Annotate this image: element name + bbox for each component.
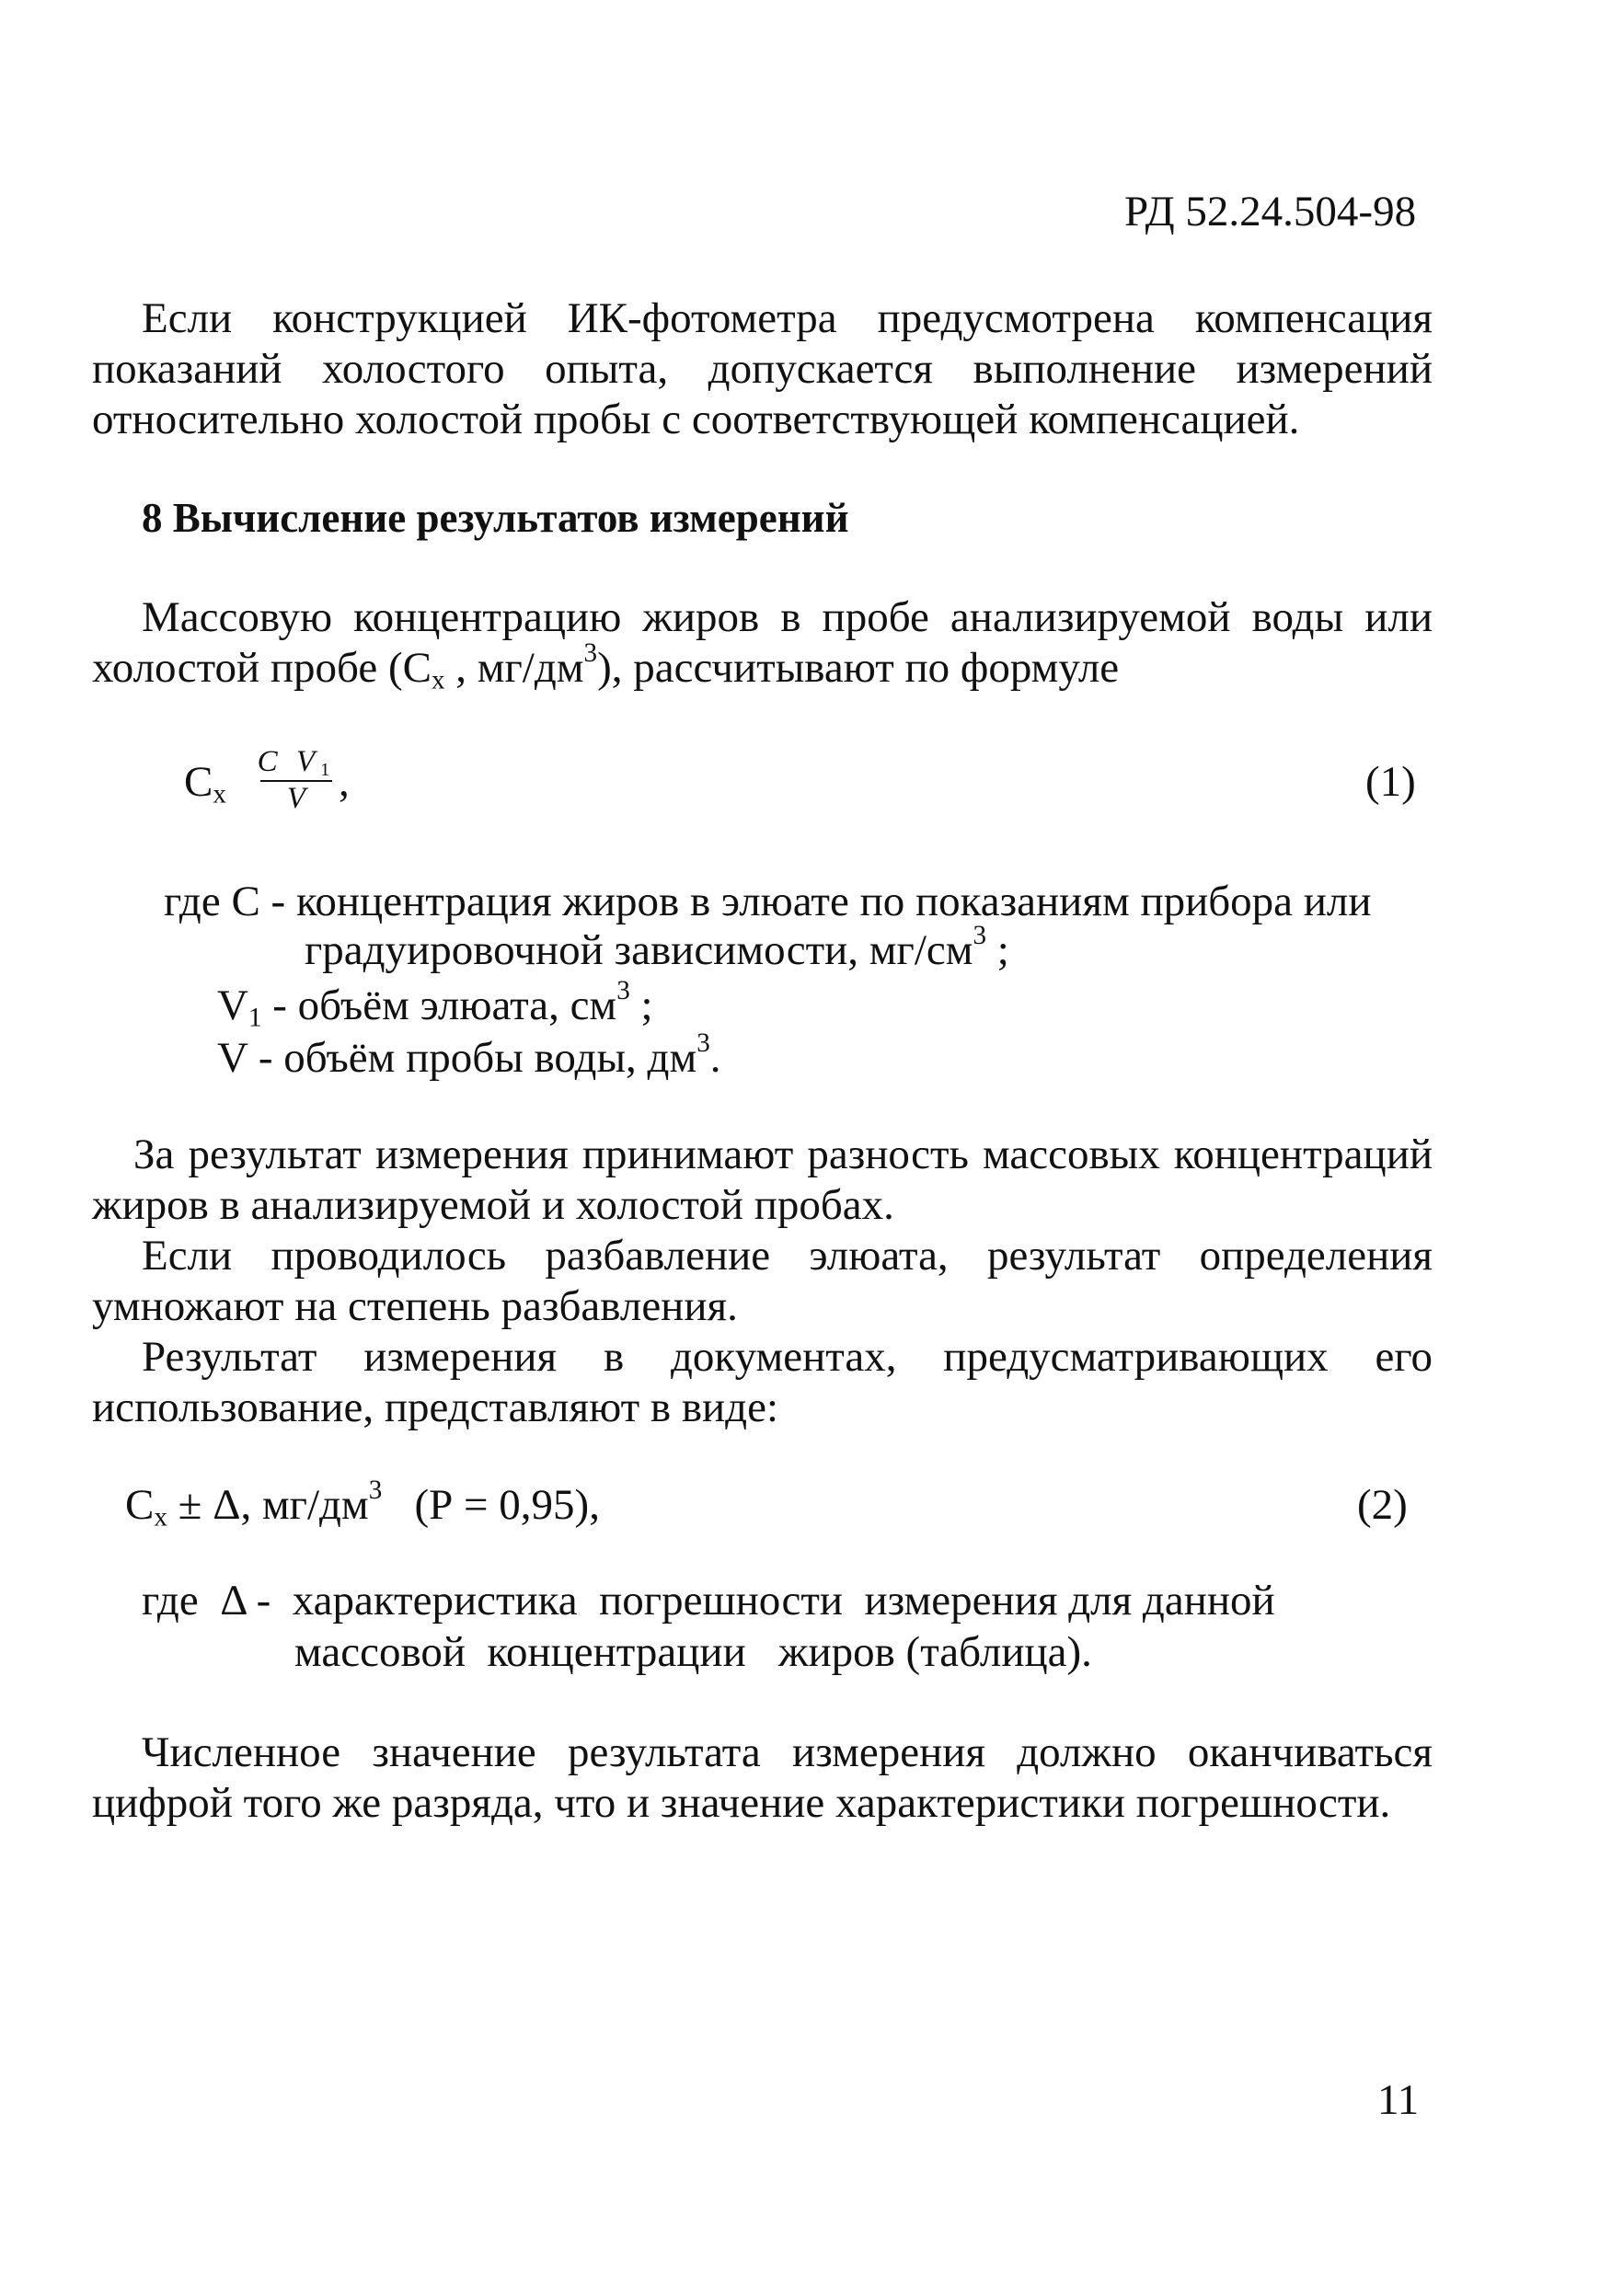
where-line: $V_1$ - объём элюата, $см^3$ ; xyxy=(217,976,653,1033)
where-line: где С - концентрация жиров в элюате по показаниям прибора или xyxy=(164,878,1372,925)
where-line: V - объём пробы воды, $дм^3$. xyxy=(217,1028,721,1082)
equation-number-2: (2) xyxy=(1357,1481,1408,1529)
paragraph-line: умножают на степень разбавления. xyxy=(92,1282,738,1330)
formula-1-lhs: $C_x$ xyxy=(184,758,226,809)
paragraph-line: Если проводилось разбавление элюата, результат определения xyxy=(142,1232,1433,1280)
paragraph-line: жиров в анализируемой и холостой пробах. xyxy=(92,1181,894,1229)
fraction-denominator: V xyxy=(286,782,306,815)
paragraph-line: цифрой того же разряда, что и значение характеристики погрешности. xyxy=(92,1779,1391,1827)
where-line: где Δ - характеристика погрешности измерения для данной xyxy=(142,1577,1275,1624)
paragraph-line: За результат измерения принимают разность массовых концентраций xyxy=(133,1131,1433,1178)
section-heading: 8 Вычисление результатов измерений xyxy=(142,495,849,541)
paragraph-line: относительно холостой пробы с соответствующей компенсацией. xyxy=(92,396,1300,443)
paragraph-line: Массовую концентрацию жиров в пробе анализируемой воды или xyxy=(142,593,1433,641)
paragraph-line: холостой пробе ($C_x$ , $мг/дм^3$), рассчитывают по формуле xyxy=(92,638,1120,695)
where-line: градуировочной зависимости, $мг/см^3$ ; xyxy=(305,921,1009,974)
document-code: РД 52.24.504-98 xyxy=(1124,188,1417,235)
formula-2: $C_x \pm \Delta$, $мг/дм^3$ (Р = 0,95), xyxy=(125,1475,600,1533)
formula-1-comma: , xyxy=(339,758,350,806)
paragraph-line: Если конструкцией ИК-фотометра предусмотрена компенсация xyxy=(142,294,1433,342)
paragraph-line: показаний холостого опыта, допускается выполнение измерений xyxy=(92,345,1433,393)
paragraph-line: Результат измерения в документах, предусматривающих его xyxy=(142,1333,1433,1381)
page-number: 11 xyxy=(1377,2076,1420,2124)
equation-number-1: (1) xyxy=(1365,758,1416,806)
paragraph-line: Численное значение результата измерения должно оканчиваться xyxy=(142,1728,1433,1776)
fraction-numerator: C $V_1$ xyxy=(257,745,336,781)
formula-1-fraction xyxy=(253,745,340,815)
paragraph-line: использование, представляют в виде: xyxy=(92,1383,779,1431)
where-line: массовой концентрации жиров (таблица). xyxy=(294,1628,1092,1676)
